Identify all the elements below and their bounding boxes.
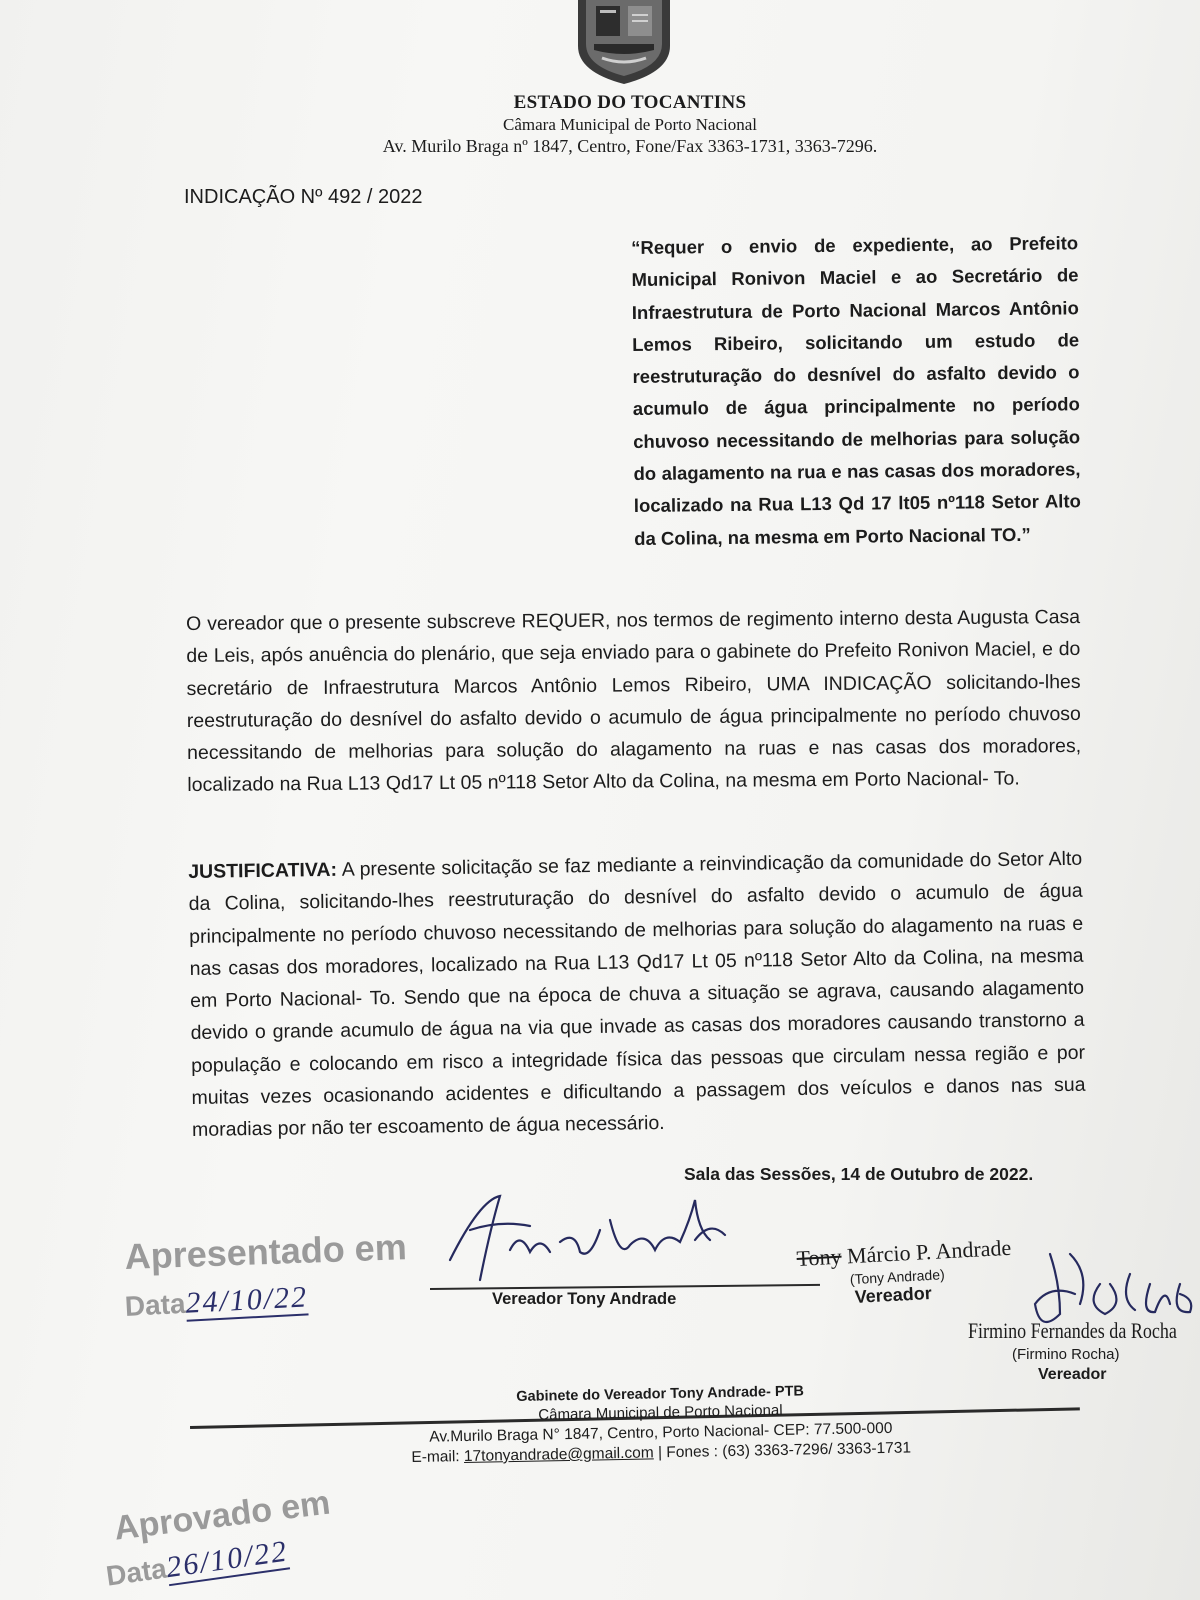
approved-date-label: Data — [104, 1552, 169, 1592]
presented-date-value: 24/10/22 — [184, 1280, 309, 1320]
presented-stamp-label: Apresentado em — [124, 1226, 408, 1277]
tony-stamp-nick: (Tony Andrade) — [849, 1266, 946, 1288]
tony-stamp-name: Márcio P. Andrade — [840, 1234, 1012, 1269]
header-address: Av. Murilo Braga nº 1847, Centro, Fone/Fax 3363-1731, 3363-7296. — [382, 136, 878, 156]
rocha-stamp-name: Firmino Fernandes da Rocha — [968, 1318, 1177, 1343]
tony-stamp-struck: Tony — [796, 1243, 843, 1271]
footer-address: Av.Murilo Braga N° 1847, Centro, Porto Nacional- CEP: 77.500-000 — [429, 1419, 893, 1446]
session-date: Sala das Sessões, 14 de Outubro de 2022. — [684, 1164, 1034, 1184]
footer-phones: | Fones : (63) 3363-7296/ 3363-1731 — [653, 1439, 912, 1462]
footer-office: Gabinete do Vereador Tony Andrade- PTB — [516, 1383, 805, 1405]
tony-stamp-role: Vereador — [854, 1282, 933, 1307]
request-paragraph: O vereador que o presente subscreve REQUER, nos termos de regimento interno desta Augusta Casa de Leis, após anuência do plenário, que seja enviado para o gabinete do Prefeito Ronivon Maciel, e do secretário de Infraestrutura Marcos Antônio Lemos Ribeiro, UMA INDICAÇÃO solicitando-lhes reestruturação do desnível do asfalto devido o acumulo de água principalmente no período chuvoso necessitando de melhorias para solução do alagamento na ruas e nas casas dos moradores, localizado na Rua L13 Qd17 Lt 05 nº118 Setor Alto da Colina, na mesma em Porto Nacional- To. — [186, 605, 1082, 797]
indication-number: INDICAÇÃO Nº 492 / 2022 — [184, 186, 423, 208]
tony-name-stamp — [796, 1235, 1014, 1311]
header-chamber: Câmara Municipal de Porto Nacional — [503, 115, 757, 134]
footer-email-link[interactable]: 17tonyandrade@gmail.com — [463, 1444, 654, 1466]
rocha-name-stamp — [968, 1318, 1200, 1383]
presented-date-label: Data — [124, 1287, 187, 1322]
footer-email-label: E-mail: — [411, 1448, 465, 1467]
justification-label: JUSTIFICATIVA: — [188, 858, 338, 883]
rocha-stamp-nick: (Firmino Rocha) — [1012, 1346, 1120, 1363]
ementa-text: “Requer o envio de expediente, ao Prefeito Municipal Ronivon Maciel e ao Secretário de Infraestrutura de Porto Nacional Marcos Antônio Lemos Ribeiro, solicitando um estudo de reestruturação do desnível do asfalto devido o acumulo de água principalmente no período chuvoso necessitando de melhorias para solução do alagamento na rua e nas casas dos moradores, localizado na Rua L13 Qd 17 lt05 nº118 Setor Alto da Colina, na mesma em Porto Nacional TO.” — [631, 232, 1081, 549]
presented-date — [124, 1280, 309, 1324]
tony-signature — [440, 1190, 740, 1290]
justification-paragraph — [188, 843, 1086, 1147]
footer-chamber: Câmara Municipal de Porto Nacional — [538, 1401, 783, 1424]
approved-date-value: 26/10/22 — [164, 1534, 291, 1585]
tony-signature-caption: Vereador Tony Andrade — [492, 1290, 677, 1308]
header-state: ESTADO DO TOCANTINS — [513, 92, 747, 113]
coat-of-arms-icon — [574, 0, 674, 84]
approved-stamp-label: Aprovado em — [112, 1483, 333, 1548]
rocha-stamp-role: Vereador — [1038, 1366, 1107, 1383]
footer — [360, 1380, 961, 1468]
justification-text: A presente solicitação se faz mediante a reinvindicação da comunidade do Setor Alto da Colina, solicitando-lhes reestruturação do desnível do asfalto devido o acumulo de água principalmente no período chuvoso necessitando de melhorias para solução do alagamento na ruas e nas casas dos moradores, localizado na Rua L13 Qd17 Lt 05 nº118 Setor Alto da Colina, na mesma em Porto Nacional- To. Sendo que na época de chuva a situação se agrava, causando alagamento devido o grande acumulo de água na via que invade as casas dos moradores causando transtorno a população e colocando em risco a integridade física das pessoas que circulam nessa região e por muitas vezes ocasionando acidentes e dificultando a passagem dos veículos e danos nas sua moradias por não ter escoamento de água necessário. — [188, 847, 1086, 1142]
